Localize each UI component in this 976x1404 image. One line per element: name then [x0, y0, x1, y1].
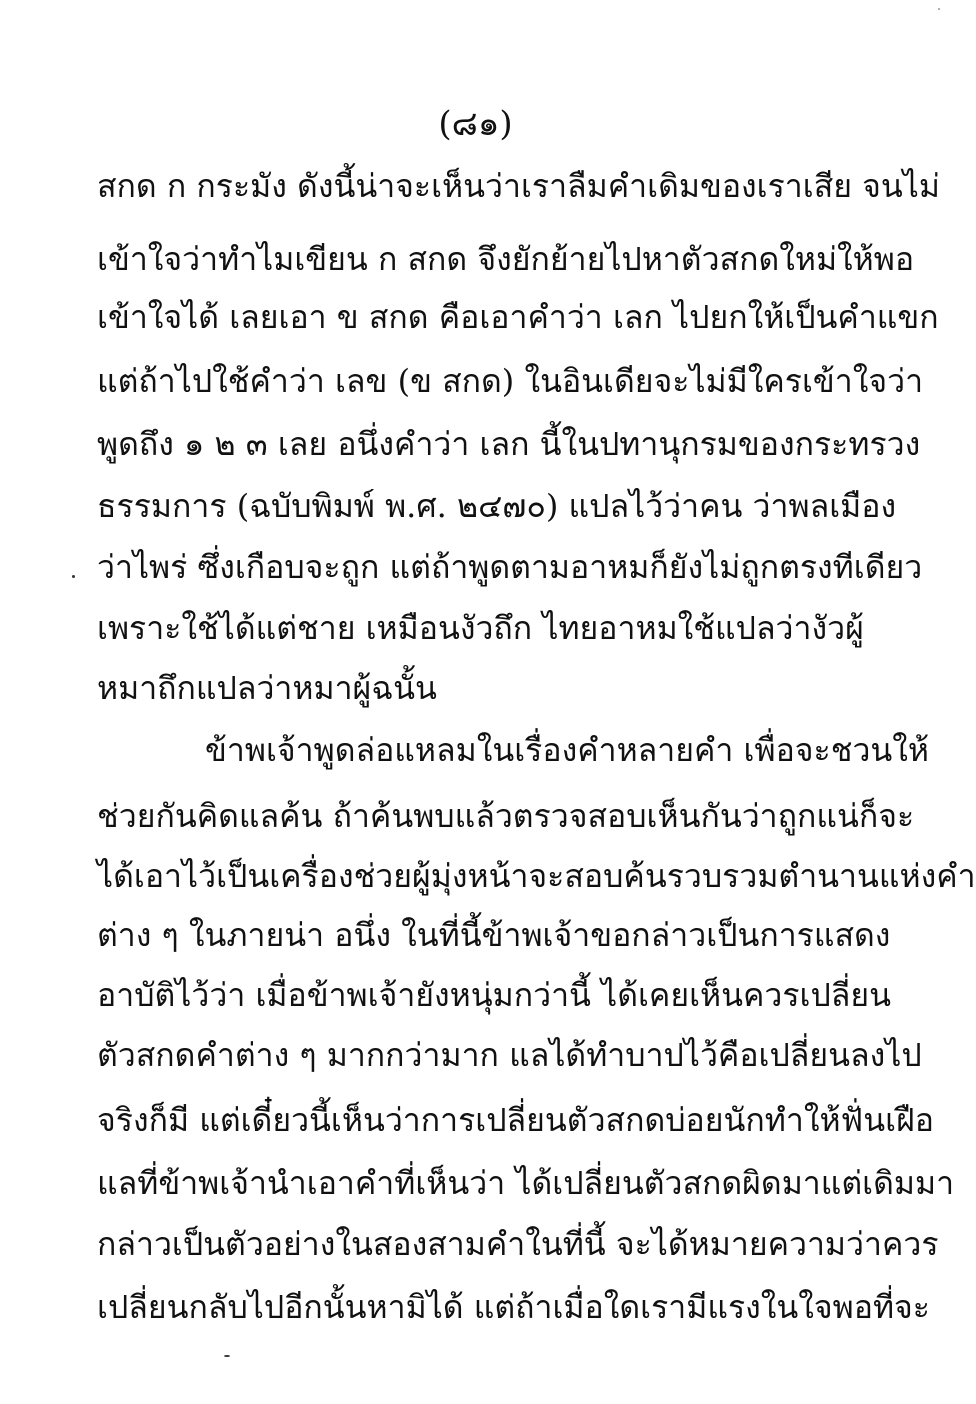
- text-line-7: ว่าไพร่ ซึ่งเกือบจะถูก แต่ถ้าพูดตามอาหมก็ยังไม่ถูกตรงทีเดียว: [97, 548, 923, 586]
- text-line-2: เข้าใจว่าทำไมเขียน ก สกด จึงยักย้ายไปหาตัวสกดใหม่ให้พอ: [97, 240, 915, 278]
- text-line-15: ตัวสกดคำต่าง ๆ มากกว่ามาก แลได้ทำบาปไว้คือเปลี่ยนลงไป: [97, 1036, 922, 1074]
- text-line-1: สกด ก กระมัง ดังนี้น่าจะเห็นว่าเราลืมคำเดิมของเราเสีย จนไม่: [97, 167, 940, 205]
- scan-speck: [72, 575, 75, 578]
- text-line-12: ได้เอาไว้เป็นเครื่องช่วยผู้มุ่งหน้าจะสอบค้นรวบรวมตำนานแห่งคำ: [97, 857, 976, 895]
- text-line-9: หมาถึกแปลว่าหมาผู้ฉนั้น: [97, 669, 437, 707]
- text-line-18: กล่าวเป็นตัวอย่างในสองสามคำในที่นี้ จะได้หมายความว่าควร: [97, 1225, 939, 1263]
- text-line-17: แลที่ข้าพเจ้านำเอาคำที่เห็นว่า ได้เปลี่ยนตัวสกดผิดมาแต่เดิมมา: [97, 1164, 955, 1202]
- text-line-10: ข้าพเจ้าพูดล่อแหลมในเรื่องคำหลายคำ เพื่อจะชวนให้: [205, 731, 929, 769]
- page-number: (๘๑): [438, 104, 513, 144]
- text-line-5: พูดถึง ๑ ๒ ๓ เลย อนึ่งคำว่า เลก นี้ในปทานุกรมของกระทรวง: [97, 425, 921, 463]
- text-line-11: ช่วยกันคิดแลค้น ถ้าค้นพบแล้วตรวจสอบเห็นกันว่าถูกแน่ก็จะ: [97, 797, 915, 835]
- text-line-19: เปลี่ยนกลับไปอีกนั้นหามิได้ แต่ถ้าเมื่อใดเรามีแรงในใจพอที่จะ: [97, 1288, 930, 1326]
- text-line-8: เพราะใช้ได้แต่ชาย เหมือนงัวถึก ไทยอาหมใช้แปลว่างัวผู้: [97, 609, 864, 647]
- text-line-13: ต่าง ๆ ในภายน่า อนึ่ง ในที่นี้ข้าพเจ้าขอกล่าวเป็นการแสดง: [97, 916, 891, 954]
- text-line-4: แต่ถ้าไปใช้คำว่า เลข (ข สกด) ในอินเดียจะไม่มีใครเข้าใจว่า: [97, 362, 924, 400]
- scan-speck: [224, 1355, 230, 1357]
- text-line-3: เข้าใจได้ เลยเอา ข สกด คือเอาคำว่า เลก ไปยกให้เป็นคำแขก: [97, 298, 939, 336]
- text-line-14: อาบัติไว้ว่า เมื่อข้าพเจ้ายังหนุ่มกว่านี้ ได้เคยเห็นควรเปลี่ยน: [97, 976, 892, 1014]
- text-line-16: จริงก็มี แต่เดี๋ยวนี้เห็นว่าการเปลี่ยนตัวสกดบ่อยนักทำให้ฟั่นเฝือ: [97, 1101, 934, 1139]
- scan-speck: [938, 8, 940, 10]
- text-line-6: ธรรมการ (ฉบับพิมพ์ พ.ศ. ๒๔๗๐) แปลไว้ว่าคน ว่าพลเมือง: [97, 487, 897, 525]
